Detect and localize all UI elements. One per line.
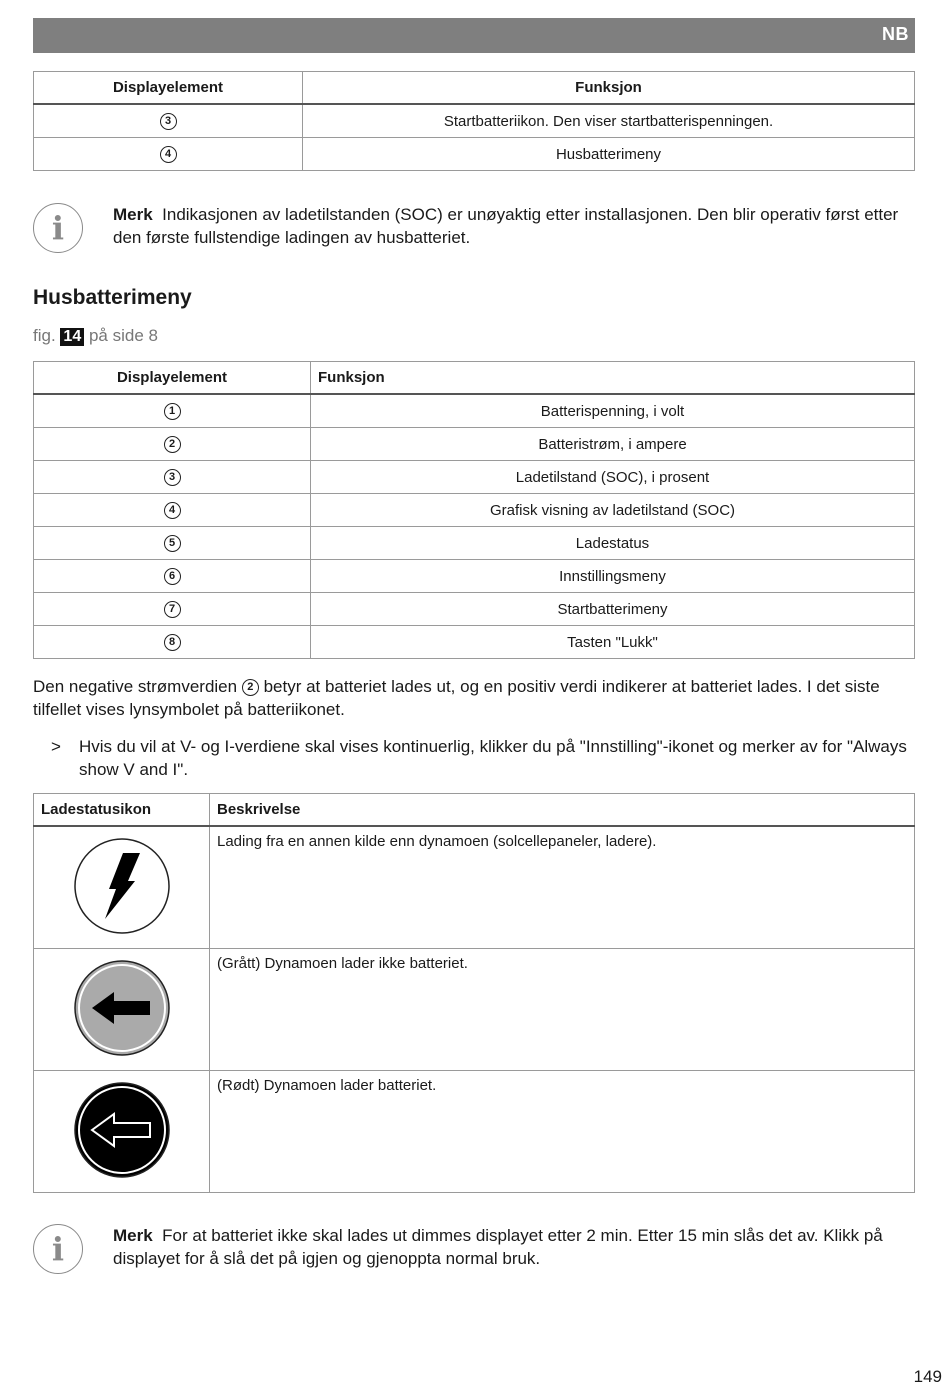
element-number: 7 <box>164 601 181 618</box>
element-number: 6 <box>164 568 181 585</box>
function-text: Batterispenning, i volt <box>311 394 915 428</box>
column-header-displayelement: Displayelement <box>34 72 303 105</box>
page-number: 149 <box>913 1367 942 1386</box>
element-number: 4 <box>164 502 181 519</box>
element-number: 3 <box>164 469 181 486</box>
table-row <box>34 104 915 138</box>
table-row <box>34 494 915 527</box>
display-table-house <box>33 361 915 659</box>
function-text: Batteristrøm, i ampere <box>311 428 915 461</box>
status-description: (Rødt) Dynamoen lader batteriet. <box>210 1071 915 1193</box>
table-row <box>34 949 915 1071</box>
figure-reference: fig. 14 på side 8 <box>33 326 158 345</box>
column-header-displayelement: Displayelement <box>34 362 311 395</box>
column-header-funksjon: Funksjon <box>311 362 915 395</box>
function-text: Ladestatus <box>311 527 915 560</box>
language-code: NB <box>882 24 909 44</box>
current-explanation: Den negative strømverdien 2 betyr at batteriet lades ut, og en positiv verdi indikerer at batteriet lades. I det siste tilfellet vises lynsymbolet på batteriikonet. <box>33 677 880 719</box>
info-icon: i <box>33 1224 83 1274</box>
function-text: Ladetilstand (SOC), i prosent <box>311 461 915 494</box>
table-row <box>34 593 915 626</box>
arrow-left-grey-icon <box>73 959 171 1057</box>
display-table-start <box>33 71 915 171</box>
step-text: Hvis du vil at V- og I-verdiene skal vises kontinuerlig, klikker du på "Innstilling"-ikonet og merker av for "Always show V and I". <box>79 737 907 779</box>
step-marker: > <box>51 737 61 756</box>
table-row <box>34 560 915 593</box>
function-text: Startbatterimeny <box>311 593 915 626</box>
figure-number: 14 <box>60 328 84 346</box>
element-number: 5 <box>164 535 181 552</box>
table-row <box>34 394 915 428</box>
status-description: Lading fra en annen kilde enn dynamoen (solcellepaneler, ladere). <box>210 826 915 949</box>
note-label: Merk <box>113 1226 153 1245</box>
note-label: Merk <box>113 205 153 224</box>
column-header-funksjon: Funksjon <box>303 72 915 105</box>
charge-status-table <box>33 793 915 1193</box>
table-row <box>34 1071 915 1193</box>
function-text: Startbatteriikon. Den viser startbatterispenningen. <box>303 104 915 138</box>
element-number: 2 <box>242 679 259 696</box>
arrow-left-black-icon <box>73 1081 171 1179</box>
table-row <box>34 527 915 560</box>
column-header-ladestatusikon: Ladestatusikon <box>34 794 210 827</box>
function-text: Grafisk visning av ladetilstand (SOC) <box>311 494 915 527</box>
info-icon: i <box>33 203 83 253</box>
section-title: Husbatterimeny <box>33 286 192 309</box>
function-text: Husbatterimeny <box>303 138 915 171</box>
note-soc <box>33 203 913 249</box>
table-row <box>34 626 915 659</box>
function-text: Tasten "Lukk" <box>311 626 915 659</box>
table-row <box>34 826 915 949</box>
table-row <box>34 138 915 171</box>
column-header-beskrivelse: Beskrivelse <box>210 794 915 827</box>
element-number: 8 <box>164 634 181 651</box>
table-row <box>34 428 915 461</box>
element-number: 3 <box>160 113 177 130</box>
lightning-bolt-icon <box>73 837 171 935</box>
element-number: 2 <box>164 436 181 453</box>
function-text: Innstillingsmeny <box>311 560 915 593</box>
element-number: 1 <box>164 403 181 420</box>
header-bar <box>33 18 915 53</box>
note-text: Indikasjonen av ladetilstanden (SOC) er unøyaktig etter installasjonen. Den blir operativ først etter den første fullstendige ladingen av husbatteriet. <box>113 205 899 247</box>
element-number: 4 <box>160 146 177 163</box>
instruction-step <box>33 735 913 781</box>
note-display-dimming <box>33 1224 913 1270</box>
status-description: (Grått) Dynamoen lader ikke batteriet. <box>210 949 915 1071</box>
table-row <box>34 461 915 494</box>
note-text: For at batteriet ikke skal lades ut dimmes displayet etter 2 min. Etter 15 min slås det av. Klikk på displayet for å slå det på igjen og gjenoppta normal bruk. <box>113 1226 883 1268</box>
